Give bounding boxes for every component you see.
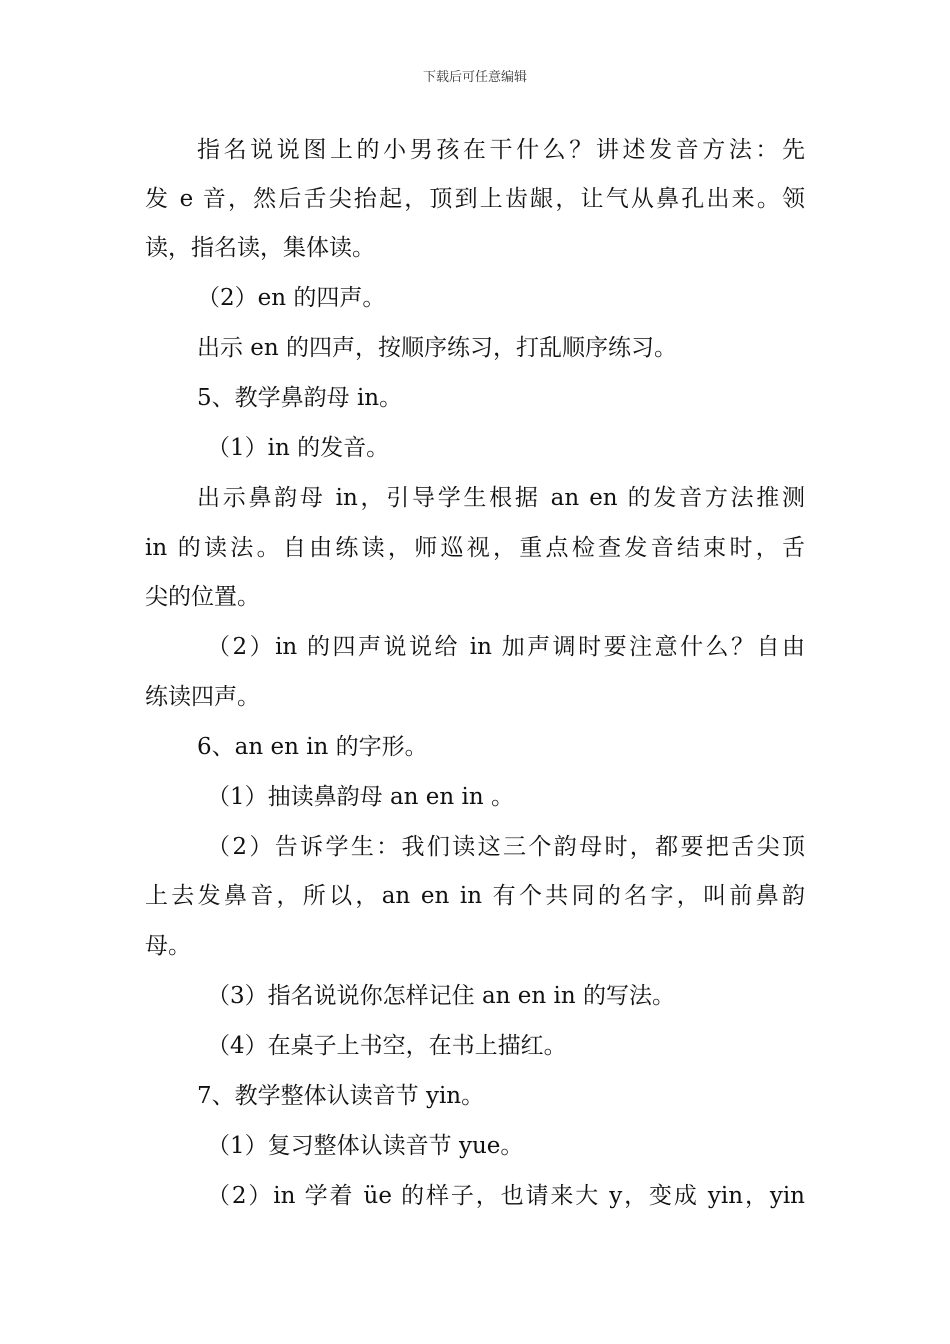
paragraph-line: 读，指名读，集体读。 (145, 235, 375, 261)
section-heading: 7、教学整体认读音节 yin。 (197, 1083, 485, 1109)
paragraph-line: （2）en 的四声。 (197, 285, 386, 311)
paragraph-line: 上去发鼻音，所以，an en in 有个共同的名字，叫前鼻韵 (145, 883, 805, 909)
paragraph-line: （2）in 的四声说说给 in 加声调时要注意什么？自由 (207, 634, 805, 660)
section-heading: 6、an en in 的字形。 (197, 734, 428, 760)
section-heading: 5、教学鼻韵母 in。 (197, 385, 403, 411)
paragraph-line: （4）在桌子上书空，在书上描红。 (207, 1033, 567, 1059)
paragraph-line: （3）指名说说你怎样记住 an en in 的写法。 (207, 983, 675, 1009)
paragraph-line: 指名说说图上的小男孩在干什么？讲述发音方法：先 (197, 137, 805, 163)
paragraph-line: 练读四声。 (145, 684, 260, 710)
paragraph-line: 尖的位置。 (145, 584, 260, 610)
paragraph-line: （1）in 的发音。 (207, 435, 390, 461)
paragraph-line: 发 e 音，然后舌尖抬起，顶到上齿龈，让气从鼻孔出来。领 (145, 186, 805, 212)
paragraph-line: （2）in 学着 üe 的样子，也请来大 y，变成 yin，yin (207, 1183, 805, 1209)
page-header: 下载后可任意编辑 (422, 70, 527, 85)
paragraph-line: 母。 (145, 933, 191, 959)
paragraph-line: （2）告诉学生：我们读这三个韵母时，都要把舌尖顶 (207, 834, 805, 860)
paragraph-line: 出示 en 的四声，按顺序练习，打乱顺序练习。 (197, 335, 678, 361)
paragraph-line: in 的读法。自由练读，师巡视，重点检查发音结束时，舌 (145, 535, 805, 561)
paragraph-line: （1）复习整体认读音节 yue。 (207, 1133, 524, 1159)
paragraph-line: 出示鼻韵母 in，引导学生根据 an en 的发音方法推测 (197, 485, 805, 511)
paragraph-line: （1）抽读鼻韵母 an en in 。 (207, 784, 514, 810)
